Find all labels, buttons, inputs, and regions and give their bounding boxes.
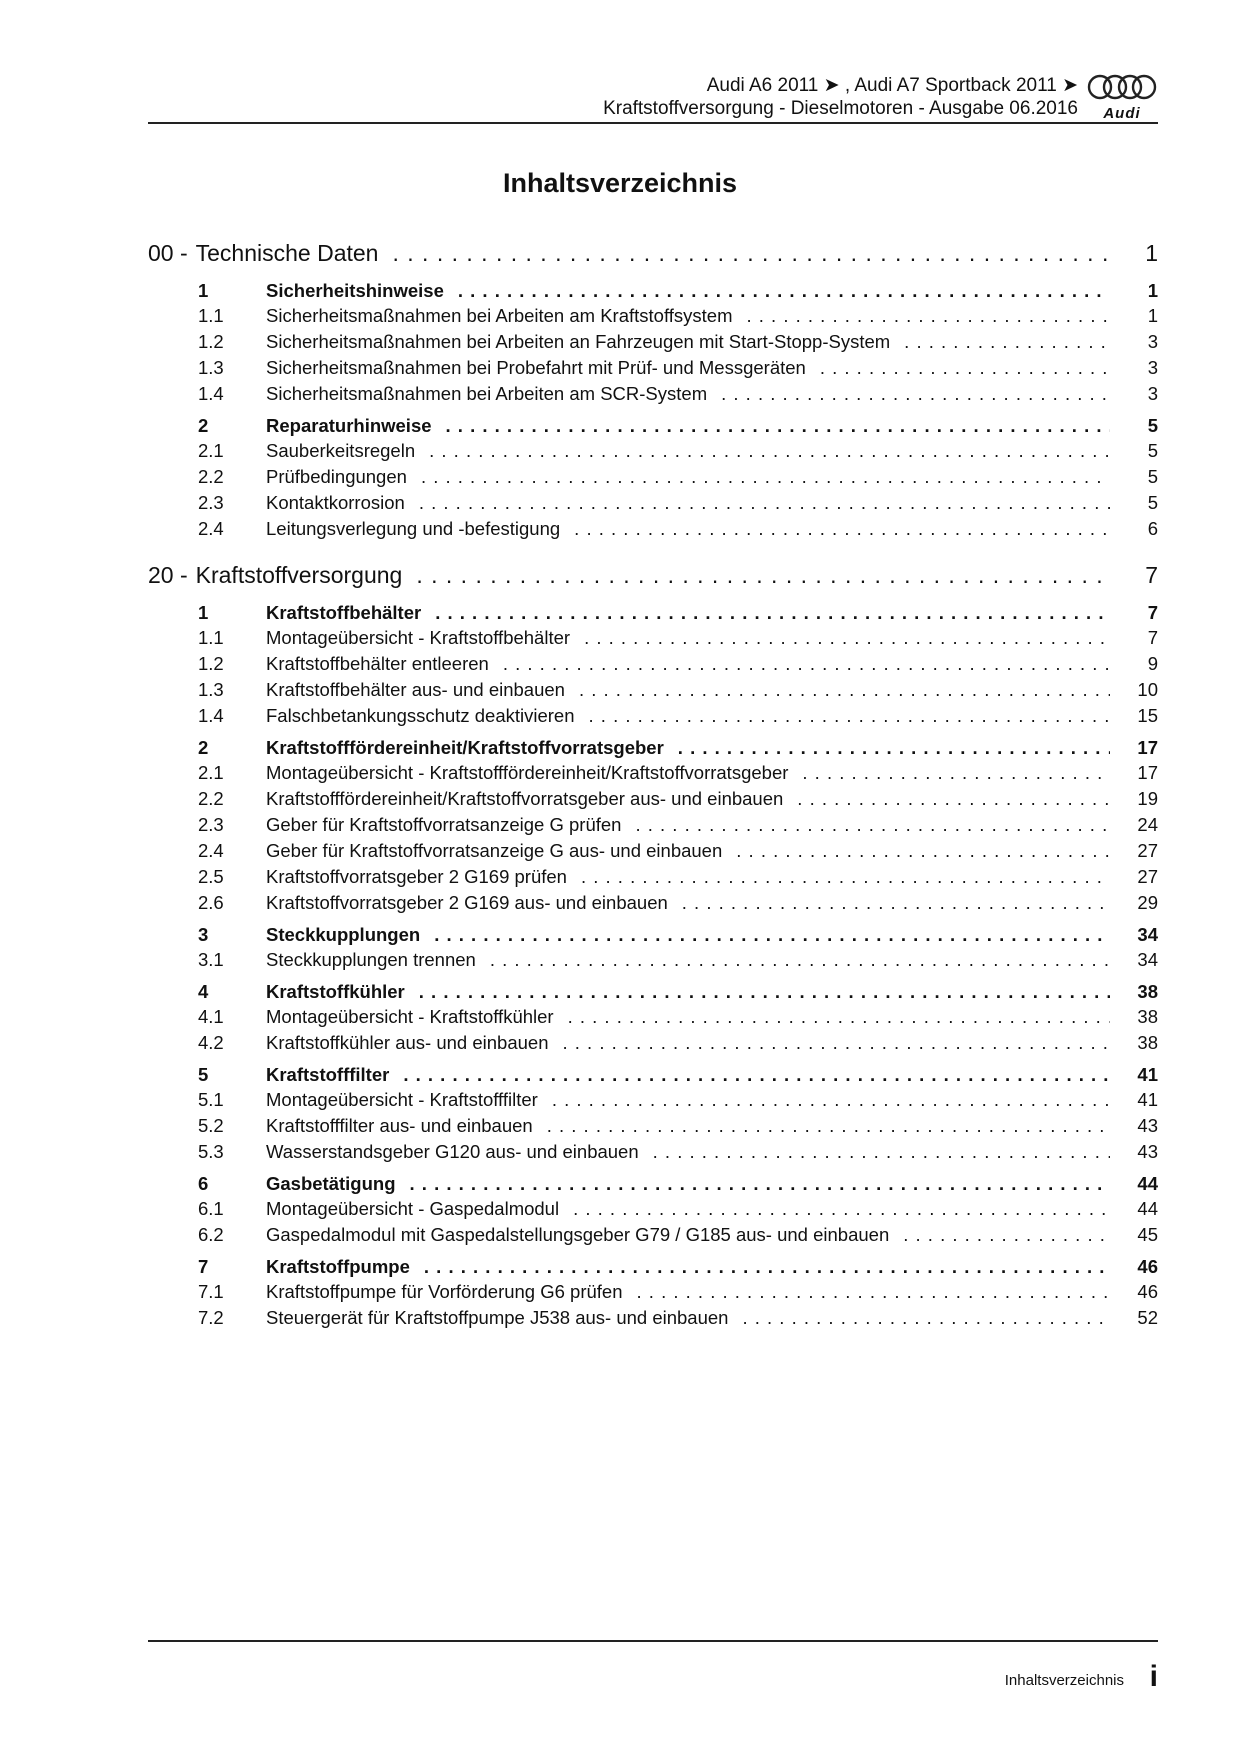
toc-entry-page: 19 xyxy=(1137,788,1158,809)
toc-entry-number: 1.3 xyxy=(198,357,224,378)
toc-dot-leader xyxy=(419,981,1110,1003)
toc-entry-page: 44 xyxy=(1137,1198,1158,1219)
audi-rings-icon xyxy=(1086,72,1158,102)
toc-entry-page: 44 xyxy=(1137,1173,1158,1194)
toc-entry-page: 5 xyxy=(1147,415,1158,436)
toc-entry-page: 7 xyxy=(1147,627,1158,648)
toc-entry-title: Kraftstoffvorratsgeber 2 G169 aus- und einbauen xyxy=(266,892,668,913)
toc-entry-page: 34 xyxy=(1137,924,1158,945)
audi-brand-text: Audi xyxy=(1103,105,1141,122)
toc-entry-number: 7 xyxy=(198,1256,209,1277)
toc-entry-section[interactable] xyxy=(148,981,1158,1006)
toc-entry-number: 2.2 xyxy=(198,788,224,809)
toc-entry-number: 4.1 xyxy=(198,1006,224,1027)
toc-entry-title: Kraftstoffversorgung xyxy=(195,562,403,588)
toc-entry-title: Prüfbedingungen xyxy=(266,466,407,487)
toc-entry-number: 3.1 xyxy=(198,949,224,970)
toc-entry-page: 34 xyxy=(1137,949,1158,970)
toc-entry-page: 1 xyxy=(1147,280,1158,301)
toc-entry-page: 15 xyxy=(1137,705,1158,726)
toc-entry-sub[interactable] xyxy=(148,331,1158,357)
toc-entry-page: 27 xyxy=(1137,840,1158,861)
toc-entry-number: 2.5 xyxy=(198,866,224,887)
toc-entry-number: 2.3 xyxy=(198,492,224,513)
toc-dot-leader xyxy=(721,383,1110,405)
toc-entry-page: 3 xyxy=(1147,383,1158,404)
toc-entry-page: 10 xyxy=(1137,679,1158,700)
toc-entry-page: 38 xyxy=(1137,981,1158,1002)
toc-dot-leader xyxy=(736,840,1110,862)
toc-entry-section[interactable] xyxy=(148,602,1158,627)
toc-entry-number: 6 xyxy=(198,1173,209,1194)
toc-dot-leader xyxy=(435,602,1110,624)
toc-entry-page: 5 xyxy=(1147,440,1158,461)
toc-entry-page: 17 xyxy=(1137,737,1158,758)
toc-entry-page: 38 xyxy=(1137,1032,1158,1053)
toc-entry-section[interactable] xyxy=(148,1173,1158,1198)
toc-entry-title: Kraftstofffördereinheit/Kraftstoffvorratsgeber xyxy=(266,737,664,758)
footer-page-number: i xyxy=(1149,1660,1158,1693)
toc-entry-title: Geber für Kraftstoffvorratsanzeige G prüfen xyxy=(266,814,622,835)
toc-dot-leader xyxy=(802,762,1110,784)
page-header xyxy=(148,70,1158,124)
toc-entry-title: Kraftstoffkühler aus- und einbauen xyxy=(266,1032,549,1053)
toc-entry-sub[interactable] xyxy=(148,949,1158,975)
toc-entry-sub[interactable] xyxy=(148,840,1158,866)
toc-entry-number: 2.2 xyxy=(198,466,224,487)
toc-entry-page: 46 xyxy=(1137,1281,1158,1302)
toc-entry-number: 1 xyxy=(198,280,209,301)
toc-entry-title: Sicherheitsmaßnahmen bei Probefahrt mit Prüf- und Messgeräten xyxy=(266,357,806,378)
toc-dot-leader xyxy=(503,653,1110,675)
toc-entry-title: Montageübersicht - Kraftstoffkühler xyxy=(266,1006,554,1027)
page-title: Inhaltsverzeichnis xyxy=(502,168,738,198)
toc-entry-page: 52 xyxy=(1137,1307,1158,1328)
toc-entry-page: 7 xyxy=(1145,562,1158,588)
toc-entry-page: 6 xyxy=(1147,518,1158,539)
footer-label: Inhaltsverzeichnis xyxy=(1004,1672,1124,1689)
toc-entry-title: Sicherheitsmaßnahmen bei Arbeiten an Fahrzeugen mit Start-Stopp-System xyxy=(266,331,891,352)
toc-entry-title: Sicherheitsmaßnahmen bei Arbeiten am SCR-System xyxy=(266,383,708,404)
toc-entry-title: Kraftstofffilter aus- und einbauen xyxy=(266,1115,533,1136)
toc-entry-page: 41 xyxy=(1137,1064,1158,1085)
toc-entry-number: 1.1 xyxy=(198,305,224,326)
toc-entry-page: 3 xyxy=(1147,331,1158,352)
toc-entry-number: 00 - xyxy=(148,240,188,266)
toc-entry-section[interactable] xyxy=(148,1064,1158,1089)
toc-entry-number: 2.1 xyxy=(198,762,224,783)
toc-dot-leader xyxy=(797,788,1110,810)
toc-entry-sub[interactable] xyxy=(148,1006,1158,1032)
toc-entry-title: Gaspedalmodul mit Gaspedalstellungsgeber G79 / G185 aus- und einbauen xyxy=(266,1224,890,1245)
toc-entry-sub[interactable] xyxy=(148,762,1158,788)
toc-entry-sub[interactable] xyxy=(148,679,1158,705)
toc-entry-section[interactable] xyxy=(148,415,1158,440)
toc-entry-sub[interactable] xyxy=(148,1089,1158,1115)
toc-entry-section[interactable] xyxy=(148,737,1158,762)
toc-entry-title: Montageübersicht - Kraftstofffilter xyxy=(266,1089,538,1110)
toc-entry-sub[interactable] xyxy=(148,1281,1158,1307)
toc-entry-sub[interactable] xyxy=(148,305,1158,331)
toc-entry-sub[interactable] xyxy=(148,892,1158,918)
toc-entry-page: 43 xyxy=(1137,1141,1158,1162)
toc-entry-chapter[interactable] xyxy=(148,562,1158,596)
toc-dot-leader xyxy=(563,1032,1111,1054)
toc-entry-sub[interactable] xyxy=(148,866,1158,892)
toc-entry-title: Technische Daten xyxy=(195,240,379,266)
toc-entry-title: Kontaktkorrosion xyxy=(266,492,405,513)
toc-entry-sub[interactable] xyxy=(148,1032,1158,1058)
toc-entry-number: 2.3 xyxy=(198,814,224,835)
toc-entry-title: Montageübersicht - Kraftstoffbehälter xyxy=(266,627,571,648)
toc-entry-number: 1.2 xyxy=(198,653,224,674)
toc-entry-number: 4 xyxy=(198,981,209,1002)
toc-dot-leader xyxy=(392,240,1110,267)
toc-entry-title: Steckkupplungen trennen xyxy=(266,949,476,970)
toc-entry-sub[interactable] xyxy=(148,440,1158,466)
toc-entry-page: 27 xyxy=(1137,866,1158,887)
toc-entry-number: 3 xyxy=(198,924,209,945)
toc-dot-leader xyxy=(820,357,1110,379)
toc-entry-page: 9 xyxy=(1147,653,1158,674)
toc-entry-number: 1.1 xyxy=(198,627,224,648)
toc-entry-section[interactable] xyxy=(148,924,1158,949)
toc-dot-leader xyxy=(419,492,1110,514)
toc-entry-page: 45 xyxy=(1137,1224,1158,1245)
toc-dot-leader xyxy=(416,562,1110,589)
toc-entry-sub[interactable] xyxy=(148,357,1158,383)
toc-dot-leader xyxy=(581,866,1110,888)
header-vehicle-line: Audi A6 2011 ➤ , Audi A7 Sportback 2011 ➤ xyxy=(706,75,1078,96)
toc-entry-sub[interactable] xyxy=(148,518,1158,544)
toc-entry-sub[interactable] xyxy=(148,383,1158,409)
toc-entry-sub[interactable] xyxy=(148,788,1158,814)
toc-dot-leader xyxy=(446,415,1110,437)
toc-dot-leader xyxy=(653,1141,1110,1163)
page-footer xyxy=(148,1640,1158,1693)
toc-entry-title: Reparaturhinweise xyxy=(266,415,432,436)
toc-entry-page: 7 xyxy=(1147,602,1158,623)
toc-entry-title: Geber für Kraftstoffvorratsanzeige G aus- und einbauen xyxy=(266,840,723,861)
toc-dot-leader xyxy=(574,518,1110,540)
toc-entry-number: 2 xyxy=(198,737,209,758)
toc-entry-number: 2.1 xyxy=(198,440,224,461)
toc-entry-title: Kraftstoffpumpe xyxy=(266,1256,410,1277)
toc-entry-title: Kraftstoffpumpe für Vorförderung G6 prüfen xyxy=(266,1281,623,1302)
toc-entry-title: Kraftstoffkühler xyxy=(266,981,405,1002)
toc-dot-leader xyxy=(903,1224,1110,1246)
toc-entry-number: 6.2 xyxy=(198,1224,224,1245)
toc-dot-leader xyxy=(573,1198,1110,1220)
toc-entry-page: 38 xyxy=(1137,1006,1158,1027)
toc-dot-leader xyxy=(635,814,1110,836)
toc-entry-number: 1.3 xyxy=(198,679,224,700)
toc-dot-leader xyxy=(403,1064,1110,1086)
toc-dot-leader xyxy=(579,679,1110,701)
toc-entry-title: Montageübersicht - Gaspedalmodul xyxy=(266,1198,560,1219)
toc-entry-number: 5.2 xyxy=(198,1115,224,1136)
toc-entry-title: Leitungsverlegung und -befestigung xyxy=(266,518,561,539)
toc-entry-page: 24 xyxy=(1137,814,1158,835)
toc-entry-number: 1.4 xyxy=(198,383,224,404)
toc-dot-leader xyxy=(568,1006,1110,1028)
toc-dot-leader xyxy=(746,305,1110,327)
toc-entry-number: 20 - xyxy=(148,562,188,588)
toc-entry-sub[interactable] xyxy=(148,1198,1158,1224)
toc-entry-sub[interactable] xyxy=(148,466,1158,492)
table-of-contents xyxy=(148,240,1158,1333)
header-text xyxy=(603,74,1078,120)
toc-entry-title: Kraftstoffbehälter entleeren xyxy=(266,653,489,674)
toc-entry-sub[interactable] xyxy=(148,705,1158,731)
toc-entry-sub[interactable] xyxy=(148,1224,1158,1250)
toc-entry-title: Kraftstoffbehälter xyxy=(266,602,422,623)
toc-dot-leader xyxy=(742,1307,1110,1329)
toc-dot-leader xyxy=(547,1115,1110,1137)
toc-entry-page: 29 xyxy=(1137,892,1158,913)
toc-dot-leader xyxy=(584,627,1110,649)
toc-dot-leader xyxy=(434,924,1110,946)
toc-entry-title: Kraftstofffilter xyxy=(266,1064,390,1085)
toc-entry-number: 1.4 xyxy=(198,705,224,726)
toc-entry-section[interactable] xyxy=(148,280,1158,305)
toc-dot-leader xyxy=(682,892,1110,914)
toc-entry-page: 5 xyxy=(1147,492,1158,513)
toc-entry-sub[interactable] xyxy=(148,1141,1158,1167)
toc-entry-title: Kraftstofffördereinheit/Kraftstoffvorratsgeber aus- und einbauen xyxy=(266,788,784,809)
toc-entry-number: 5.3 xyxy=(198,1141,224,1162)
toc-dot-leader xyxy=(421,466,1110,488)
toc-entry-title: Falschbetankungsschutz deaktivieren xyxy=(266,705,575,726)
toc-entry-sub[interactable] xyxy=(148,627,1158,653)
toc-dot-leader xyxy=(458,280,1110,302)
toc-entry-number: 7.2 xyxy=(198,1307,224,1328)
toc-entry-title: Steckkupplungen xyxy=(266,924,421,945)
toc-entry-title: Montageübersicht - Kraftstofffördereinheit/Kraftstoffvorratsgeber xyxy=(266,762,789,783)
toc-entry-title: Sicherheitsmaßnahmen bei Arbeiten am Kraftstoffsystem xyxy=(266,305,733,326)
toc-entry-page: 17 xyxy=(1137,762,1158,783)
toc-entry-sub[interactable] xyxy=(148,1115,1158,1141)
toc-entry-title: Sauberkeitsregeln xyxy=(266,440,416,461)
toc-dot-leader xyxy=(589,705,1110,727)
toc-dot-leader xyxy=(490,949,1110,971)
toc-entry-page: 5 xyxy=(1147,466,1158,487)
header-manual-line: Kraftstoffversorgung - Dieselmotoren - Ausgabe 06.2016 xyxy=(603,98,1078,119)
toc-entry-title: Gasbetätigung xyxy=(266,1173,396,1194)
toc-dot-leader xyxy=(678,737,1110,759)
toc-dot-leader xyxy=(904,331,1110,353)
toc-entry-page: 46 xyxy=(1137,1256,1158,1277)
toc-entry-section[interactable] xyxy=(148,1256,1158,1281)
toc-entry-number: 5 xyxy=(198,1064,209,1085)
toc-entry-sub[interactable] xyxy=(148,653,1158,679)
toc-dot-leader xyxy=(552,1089,1110,1111)
toc-entry-title: Wasserstandsgeber G120 aus- und einbauen xyxy=(266,1141,639,1162)
toc-dot-leader xyxy=(410,1173,1110,1195)
toc-entry-number: 1.2 xyxy=(198,331,224,352)
toc-entry-title: Kraftstoffbehälter aus- und einbauen xyxy=(266,679,565,700)
audi-logo xyxy=(1086,72,1158,120)
toc-entry-number: 6.1 xyxy=(198,1198,224,1219)
toc-entry-title: Sicherheitshinweise xyxy=(266,280,444,301)
toc-entry-number: 2 xyxy=(198,415,209,436)
toc-entry-number: 4.2 xyxy=(198,1032,224,1053)
toc-entry-number: 2.4 xyxy=(198,518,224,539)
toc-entry-page: 3 xyxy=(1147,357,1158,378)
toc-entry-number: 1 xyxy=(198,602,209,623)
toc-entry-page: 1 xyxy=(1147,305,1158,326)
toc-entry-sub[interactable] xyxy=(148,814,1158,840)
toc-dot-leader xyxy=(429,440,1110,462)
toc-entry-page: 41 xyxy=(1137,1089,1158,1110)
toc-dot-leader xyxy=(424,1256,1110,1278)
toc-entry-page: 1 xyxy=(1145,240,1158,266)
toc-dot-leader xyxy=(637,1281,1110,1303)
toc-entry-page: 43 xyxy=(1137,1115,1158,1136)
toc-entry-chapter[interactable] xyxy=(148,240,1158,274)
toc-entry-sub[interactable] xyxy=(148,1307,1158,1333)
toc-entry-number: 7.1 xyxy=(198,1281,224,1302)
toc-entry-title: Steuergerät für Kraftstoffpumpe J538 aus- und einbauen xyxy=(266,1307,729,1328)
toc-entry-number: 5.1 xyxy=(198,1089,224,1110)
toc-entry-number: 2.6 xyxy=(198,892,224,913)
toc-entry-title: Kraftstoffvorratsgeber 2 G169 prüfen xyxy=(266,866,567,887)
toc-entry-number: 2.4 xyxy=(198,840,224,861)
toc-entry-sub[interactable] xyxy=(148,492,1158,518)
